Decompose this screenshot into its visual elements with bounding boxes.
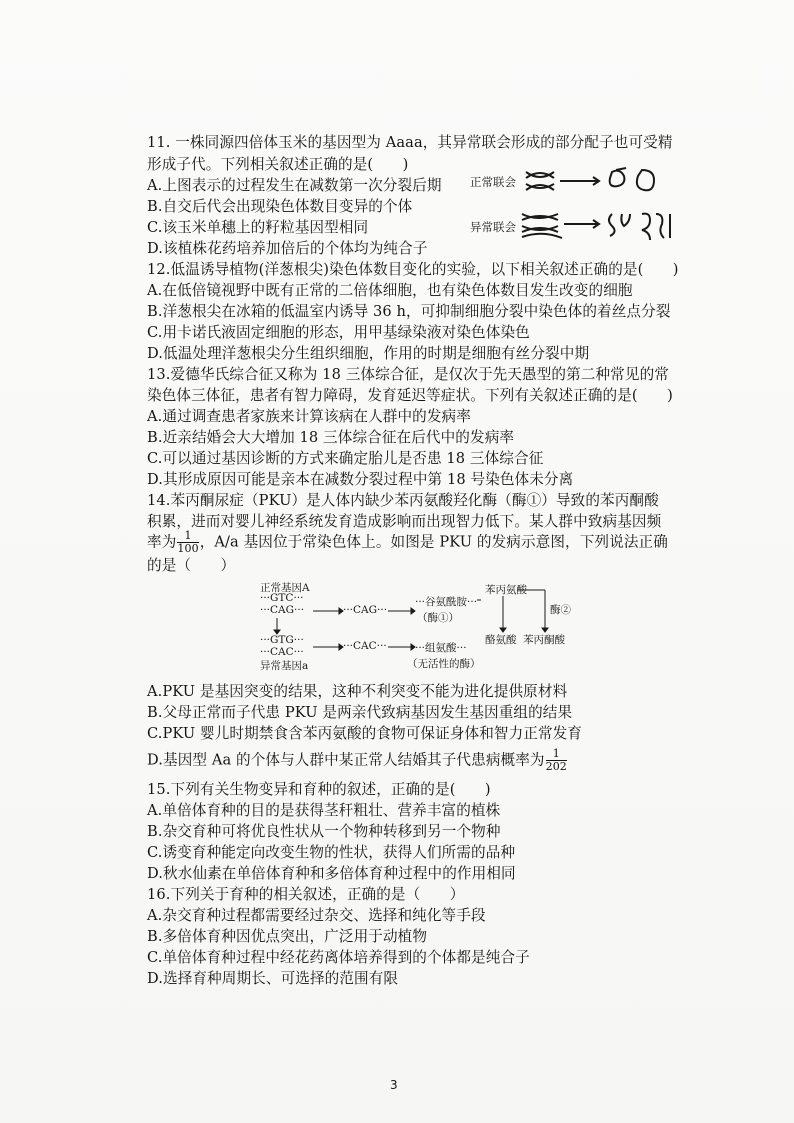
phenylalanine-label: 苯丙氨酸 [485, 584, 527, 596]
phenylpyruvate-label: 苯丙酮酸 [523, 634, 565, 646]
q16-option-c: C.单倍体育种过程中经花药离体培养得到的个体都是纯合子 [147, 949, 530, 966]
q13-stem-line-1: 13.爱德华氏综合征又称为 18 三体综合征，是仅次于先天愚型的第二种常见的常 [147, 366, 669, 383]
q14-stem-line-3 [147, 530, 668, 555]
q15-option-c: C.诱变育种能定向改变生物的性状，获得人们所需的品种 [147, 844, 516, 861]
abnormal-synapsis-label: 异常联会 [470, 220, 516, 234]
q11-stem-line-1: 11. 一株同源四倍体玉米的基因型为 Aaaa，其异常联会形成的部分配子也可受精 [147, 134, 673, 151]
q14-option-a: A.PKU 是基因突变的结果，这种不利突变不能为进化提供原材料 [147, 683, 568, 700]
q11-option-a: A.上图表示的过程发生在减数第一次分裂后期 [147, 177, 442, 194]
glutamine-chain: ···谷氨酰胺··· [415, 596, 478, 608]
inactive-enzyme-label: （无活性的酶） [407, 658, 481, 670]
q14-option-b: B.父母正常而子代患 PKU 是两亲代致病基因发生基因重组的结果 [147, 704, 573, 721]
q12-option-d: D.低温处理洋葱根尖分生组织细胞，作用的时期是细胞有丝分裂中期 [147, 345, 590, 362]
q13-stem-line-2: 染色体三体征，患者有智力障碍，发育延迟等症状。下列有关叙述正确的是( ) [147, 387, 673, 404]
q15-stem: 15.下列有关生物变异和育种的叙述，正确的是( ) [147, 781, 491, 798]
q14-stem-line-1: 14.苯丙酮尿症（PKU）是人体内缺少苯丙氨酸羟化酶（酶①）导致的苯丙酮酸 [147, 492, 659, 509]
normal-gene-label: 正常基因A [260, 582, 310, 594]
q14-stem-line-2: 积累，进而对婴儿神经系统发育造成影响而出现智力低下。某人群中致病基因频 [147, 513, 662, 530]
mrna-cac: ···CAC··· [343, 640, 387, 652]
histidine-chain: ···组氨酸··· [415, 642, 467, 654]
q16-option-b: B.多倍体育种因优点突出，广泛用于动植物 [147, 928, 428, 945]
q11-option-b: B.自交后代会出现染色体数目变异的个体 [147, 198, 413, 215]
q13-option-c: C.可以通过基因诊断的方式来确定胎儿是否患 18 三体综合征 [147, 450, 544, 467]
normal-gene-cag: ···CAG··· [260, 604, 305, 616]
normal-gene-gtc: ···GTC··· [260, 592, 304, 604]
q15-option-a: A.单倍体育种的目的是获得茎秆粗壮、营养丰富的植株 [147, 802, 501, 819]
q13-option-d: D.其形成原因可能是亲本在减数分裂过程中第 18 号染色体未分离 [147, 471, 574, 488]
tyrosine-label: 酪氨酸 [485, 634, 517, 646]
enzyme-2-label: 酶② [550, 604, 571, 616]
q14-stem-end: 的是（ ） [147, 557, 236, 574]
q14-option-d [147, 748, 568, 773]
q12-option-c: C.用卡诺氏液固定细胞的形态，用甲基绿染液对染色体染色 [147, 324, 530, 341]
q16-stem: 16.下列关于育种的相关叙述，正确的是（ ） [147, 886, 465, 903]
q15-option-d: D.秋水仙素在单倍体育种和多倍体育种过程中的作用相同 [147, 865, 516, 882]
q13-option-a: A.通过调查患者家族来计算该病在人群中的发病率 [147, 408, 471, 425]
mutant-gene-gtg: ···GTG··· [260, 634, 304, 646]
q14-rate-prefix: 率为 [147, 533, 177, 551]
mutant-gene-cac: ···CAC··· [260, 646, 304, 658]
q14-d-numerator: 1 [546, 748, 567, 761]
q12-stem: 12.低温诱导植物(洋葱根尖)染色体数目变化的实验，以下相关叙述正确的是( ) [147, 261, 679, 278]
q16-option-d: D.选择育种周期长、可选择的范围有限 [147, 970, 399, 987]
q15-option-b: B.杂交育种可将优良性状从一个物种转移到另一个物种 [147, 823, 501, 840]
q14-rate-fraction [177, 530, 198, 555]
enzyme-1-label: （酶①） [417, 612, 459, 624]
q14-d-fraction [546, 748, 567, 773]
q14-d-denominator: 202 [545, 760, 567, 773]
synapsis-figure [470, 162, 690, 242]
q11-option-c: C.该玉米单穗上的籽粒基因型相同 [147, 219, 369, 236]
normal-synapsis-label: 正常联会 [470, 175, 516, 189]
page-number: 3 [390, 1078, 398, 1092]
q14-option-d-text: D.基因型 Aa 的个体与人群中某正常人结婚其子代患病概率为 [147, 751, 545, 769]
q11-stem-line-2: 形成子代。下列相关叙述正确的是( ) [147, 156, 409, 173]
q14-rate-numerator: 1 [177, 530, 198, 543]
mrna-cag: ···CAG··· [343, 604, 388, 616]
q14-rate-suffix: ，A/a 基因位于常染色体上。如图是 PKU 的发病示意图，下列说法正确 [199, 533, 668, 551]
q12-option-b: B.洋葱根尖在冰箱的低温室内诱导 36 h，可抑制细胞分裂中染色体的着丝点分裂 [147, 303, 671, 320]
q13-option-b: B.近亲结婚会大大增加 18 三体综合征在后代中的发病率 [147, 429, 515, 446]
mutant-gene-label: 异常基因a [260, 660, 309, 672]
q16-option-a: A.杂交育种过程都需要经过杂交、选择和纯化等手段 [147, 907, 486, 924]
q14-option-c: C.PKU 婴儿时期禁食含苯丙氨酸的食物可保证身体和智力正常发育 [147, 725, 583, 742]
pku-pathway-figure [255, 580, 575, 670]
q12-option-a: A.在低倍镜视野中既有正常的二倍体细胞，也有染色体数目发生改变的细胞 [147, 282, 633, 299]
q11-option-d: D.该植株花药培养加倍后的个体均为纯合子 [147, 240, 428, 257]
synapsis-drawing [470, 162, 690, 242]
pku-arrows [255, 580, 575, 672]
q14-rate-denominator: 100 [177, 542, 199, 555]
